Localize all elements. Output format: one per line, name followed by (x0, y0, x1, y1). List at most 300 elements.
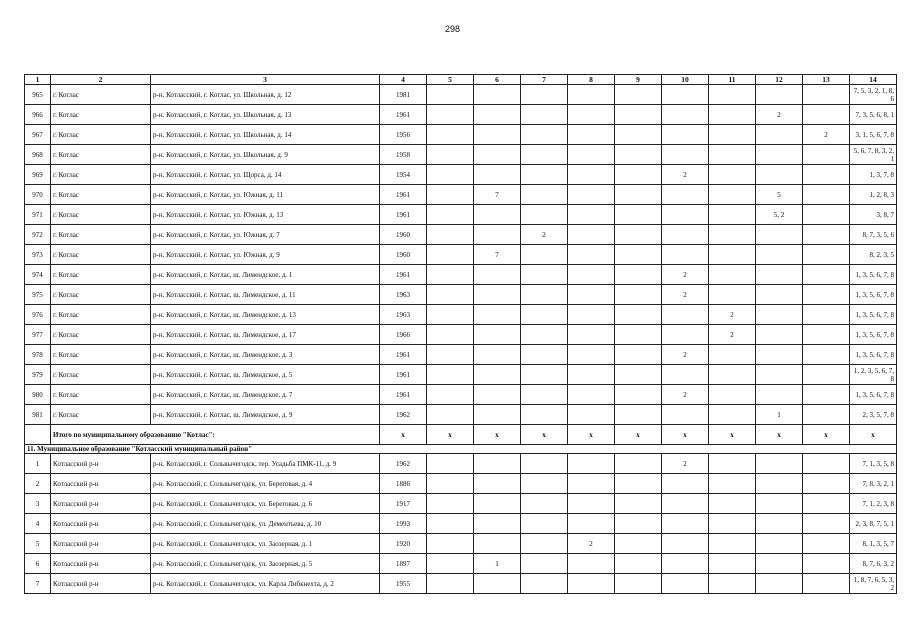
value-cell (662, 325, 709, 345)
value-cell (756, 285, 803, 305)
value-cell (521, 285, 568, 305)
year-cell: 1886 (380, 474, 427, 494)
value-cell (568, 245, 615, 265)
value-cell (803, 574, 850, 594)
value-cell: 2 (521, 225, 568, 245)
value-cell (568, 205, 615, 225)
address-cell: р-н. Котласский, г. Котлас, ш. Лимендское, д. 17 (151, 325, 380, 345)
value-cell (756, 125, 803, 145)
value-cell (521, 85, 568, 105)
value-cell (568, 454, 615, 474)
table-row (25, 165, 897, 185)
value-cell (709, 494, 756, 514)
year-cell: 1960 (380, 225, 427, 245)
value-cell (615, 405, 662, 425)
row-number-cell: 968 (25, 145, 51, 165)
value-cell: 1, 8, 7, 6, 5, 3, 2 (850, 574, 897, 594)
value-cell (427, 125, 474, 145)
column-header: 2 (51, 75, 151, 85)
value-cell: 2 (662, 265, 709, 285)
value-cell: 8, 7, 3, 5, 6 (850, 225, 897, 245)
locality-cell: г. Котлас (51, 265, 151, 285)
value-cell: 5, 6, 7, 8, 3, 2, 1 (850, 145, 897, 165)
value-cell (521, 474, 568, 494)
value-cell: 2 (709, 325, 756, 345)
value-cell (615, 265, 662, 285)
value-cell (427, 474, 474, 494)
value-cell (568, 405, 615, 425)
value-cell (803, 454, 850, 474)
value-cell: 2, 3, 8, 7, 5, 1 (850, 514, 897, 534)
year-cell: 1961 (380, 185, 427, 205)
value-cell (474, 494, 521, 514)
address-cell: р-н. Котласский, г. Котлас, ул. Южная, д. 7 (151, 225, 380, 245)
year-cell: 1954 (380, 165, 427, 185)
value-cell: 2 (662, 285, 709, 305)
value-cell (709, 185, 756, 205)
value-cell (662, 494, 709, 514)
locality-cell: г. Котлас (51, 245, 151, 265)
value-cell: 7, 1, 3, 5, 8 (850, 454, 897, 474)
value-cell (756, 345, 803, 365)
value-cell (521, 325, 568, 345)
value-cell: 5, 2 (756, 205, 803, 225)
address-cell: р-н. Котласский, г. Сольвычегодск, ул. Заозерная, д. 1 (151, 534, 380, 554)
value-cell: 1, 2, 8, 3 (850, 185, 897, 205)
value-cell (756, 245, 803, 265)
year-cell: 1956 (380, 125, 427, 145)
value-cell (803, 494, 850, 514)
value-cell: 1 (474, 554, 521, 574)
value-cell (803, 285, 850, 305)
table-row (25, 454, 897, 474)
value-cell (662, 365, 709, 385)
value-cell (615, 514, 662, 534)
value-cell (521, 125, 568, 145)
value-cell (474, 165, 521, 185)
value-cell (521, 574, 568, 594)
value-cell (427, 185, 474, 205)
value-cell: 1, 3, 7, 8 (850, 165, 897, 185)
total-value-cell: x (380, 425, 427, 445)
row-number-cell: 981 (25, 405, 51, 425)
row-number-cell: 6 (25, 554, 51, 574)
value-cell (521, 145, 568, 165)
value-cell (521, 205, 568, 225)
column-header: 10 (662, 75, 709, 85)
row-number-cell: 1 (25, 454, 51, 474)
value-cell (568, 345, 615, 365)
value-cell (427, 345, 474, 365)
value-cell (568, 265, 615, 285)
value-cell (568, 185, 615, 205)
year-cell: 1961 (380, 265, 427, 285)
value-cell (662, 405, 709, 425)
value-cell (615, 145, 662, 165)
value-cell: 3, 1, 5, 6, 7, 8 (850, 125, 897, 145)
value-cell (427, 165, 474, 185)
address-cell: р-н. Котласский, г. Сольвычегодск, тер. Усадьба ПМК-11, д. 9 (151, 454, 380, 474)
value-cell (709, 245, 756, 265)
value-cell (568, 85, 615, 105)
value-cell (568, 285, 615, 305)
value-cell (427, 225, 474, 245)
table-row (25, 285, 897, 305)
table-row (25, 265, 897, 285)
column-header: 13 (803, 75, 850, 85)
value-cell (803, 325, 850, 345)
value-cell (803, 534, 850, 554)
value-cell (709, 125, 756, 145)
value-cell (709, 265, 756, 285)
row-number-cell: 973 (25, 245, 51, 265)
year-cell: 1963 (380, 305, 427, 325)
table-row (25, 514, 897, 534)
total-value-cell: x (662, 425, 709, 445)
year-cell: 1961 (380, 105, 427, 125)
value-cell (709, 85, 756, 105)
value-cell (521, 494, 568, 514)
address-cell: р-н. Котласский, г. Котлас, ш. Лимендское, д. 9 (151, 405, 380, 425)
value-cell (427, 534, 474, 554)
value-cell (474, 225, 521, 245)
table-row (25, 574, 897, 594)
value-cell: 2 (709, 305, 756, 325)
locality-cell: Котласский р-н (51, 554, 151, 574)
value-cell (803, 554, 850, 574)
value-cell (756, 574, 803, 594)
value-cell: 7, 3, 5, 6, 8, 1 (850, 105, 897, 125)
address-cell: р-н. Котласский, г. Сольвычегодск, ул. Заозерная, д. 5 (151, 554, 380, 574)
value-cell (615, 385, 662, 405)
value-cell (474, 405, 521, 425)
value-cell (568, 165, 615, 185)
housing-register-table (24, 74, 897, 594)
value-cell (615, 245, 662, 265)
address-cell: р-н. Котласский, г. Котлас, ул. Школьная, д. 12 (151, 85, 380, 105)
value-cell (756, 305, 803, 325)
total-value-cell: x (756, 425, 803, 445)
address-cell: р-н. Котласский, г. Котлас, ш. Лимендское, д. 11 (151, 285, 380, 305)
value-cell (474, 125, 521, 145)
year-cell: 1981 (380, 85, 427, 105)
locality-cell: Котласский р-н (51, 514, 151, 534)
locality-cell: г. Котлас (51, 145, 151, 165)
column-header: 14 (850, 75, 897, 85)
column-header: 3 (151, 75, 380, 85)
value-cell (615, 105, 662, 125)
locality-cell: г. Котлас (51, 105, 151, 125)
total-value-cell: x (474, 425, 521, 445)
table-header-row (25, 75, 897, 85)
column-header: 8 (568, 75, 615, 85)
address-cell: р-н. Котласский, г. Котлас, ш. Лимендское, д. 1 (151, 265, 380, 285)
value-cell (756, 385, 803, 405)
value-cell (709, 365, 756, 385)
value-cell (474, 345, 521, 365)
page-number: 298 (444, 24, 461, 34)
value-cell (662, 145, 709, 165)
value-cell (662, 534, 709, 554)
value-cell (803, 165, 850, 185)
locality-cell: г. Котлас (51, 205, 151, 225)
value-cell (803, 514, 850, 534)
section-title: 11. Муниципальное образование "Котласский муниципальный район" (25, 445, 897, 454)
value-cell (615, 474, 662, 494)
total-value-cell: x (850, 425, 897, 445)
column-header: 12 (756, 75, 803, 85)
value-cell: 2 (662, 454, 709, 474)
row-number-cell: 979 (25, 365, 51, 385)
value-cell: 7 (474, 185, 521, 205)
year-cell: 1966 (380, 325, 427, 345)
value-cell (615, 285, 662, 305)
value-cell (756, 165, 803, 185)
column-header: 7 (521, 75, 568, 85)
year-cell: 1961 (380, 205, 427, 225)
year-cell: 1920 (380, 534, 427, 554)
value-cell (568, 305, 615, 325)
locality-cell: Котласский р-н (51, 534, 151, 554)
value-cell (803, 405, 850, 425)
value-cell (662, 574, 709, 594)
value-cell (709, 574, 756, 594)
value-cell (427, 285, 474, 305)
value-cell (615, 494, 662, 514)
value-cell: 2 (662, 165, 709, 185)
locality-cell: г. Котлас (51, 385, 151, 405)
value-cell (427, 305, 474, 325)
row-number-cell: 965 (25, 85, 51, 105)
table-row (25, 85, 897, 105)
value-cell (662, 554, 709, 574)
total-label: Итого по муниципальному образованию "Котлас": (51, 425, 380, 445)
locality-cell: г. Котлас (51, 85, 151, 105)
value-cell (474, 474, 521, 494)
value-cell (756, 265, 803, 285)
value-cell: 8, 2, 3, 5 (850, 245, 897, 265)
year-cell: 1963 (380, 285, 427, 305)
year-cell: 1917 (380, 494, 427, 514)
column-header: 4 (380, 75, 427, 85)
value-cell (803, 345, 850, 365)
value-cell (474, 325, 521, 345)
locality-cell: г. Котлас (51, 165, 151, 185)
locality-cell: г. Котлас (51, 325, 151, 345)
table-row (25, 474, 897, 494)
value-cell (615, 85, 662, 105)
value-cell (568, 105, 615, 125)
value-cell: 2 (756, 105, 803, 125)
value-cell (474, 514, 521, 534)
row-number-cell: 3 (25, 494, 51, 514)
table-row (25, 405, 897, 425)
value-cell (568, 574, 615, 594)
address-cell: р-н. Котласский, г. Котлас, ул. Щорса, д. 14 (151, 165, 380, 185)
value-cell (615, 574, 662, 594)
value-cell (709, 454, 756, 474)
value-cell: 7, 1, 2, 3, 8 (850, 494, 897, 514)
value-cell (756, 85, 803, 105)
value-cell (615, 345, 662, 365)
row-number-cell: 977 (25, 325, 51, 345)
value-cell (474, 454, 521, 474)
address-cell: р-н. Котласский, г. Котлас, ул. Школьная, д. 13 (151, 105, 380, 125)
value-cell (615, 165, 662, 185)
table-row (25, 125, 897, 145)
value-cell (709, 514, 756, 534)
locality-cell: г. Котлас (51, 365, 151, 385)
table-row (25, 345, 897, 365)
value-cell (568, 145, 615, 165)
table-row (25, 185, 897, 205)
value-cell: 7, 8, 3, 2, 1 (850, 474, 897, 494)
column-header: 9 (615, 75, 662, 85)
locality-cell: Котласский р-н (51, 474, 151, 494)
value-cell (474, 534, 521, 554)
value-cell (474, 105, 521, 125)
value-cell (427, 325, 474, 345)
value-cell: 1, 3, 5, 6, 7, 8 (850, 325, 897, 345)
value-cell (662, 305, 709, 325)
year-cell: 1961 (380, 385, 427, 405)
total-value-cell: x (427, 425, 474, 445)
table-row (25, 145, 897, 165)
table-row (25, 325, 897, 345)
table-row (25, 225, 897, 245)
value-cell (427, 85, 474, 105)
value-cell (756, 534, 803, 554)
value-cell (756, 514, 803, 534)
value-cell (427, 494, 474, 514)
year-cell: 1961 (380, 345, 427, 365)
value-cell (756, 225, 803, 245)
value-cell (521, 345, 568, 365)
row-number-cell: 976 (25, 305, 51, 325)
value-cell (756, 554, 803, 574)
row-number-cell: 970 (25, 185, 51, 205)
row-number-cell: 5 (25, 534, 51, 554)
value-cell (803, 145, 850, 165)
address-cell: р-н. Котласский, г. Сольвычегодск, ул. Береговая, д. 4 (151, 474, 380, 494)
value-cell (756, 145, 803, 165)
value-cell (427, 405, 474, 425)
value-cell (521, 554, 568, 574)
value-cell (615, 185, 662, 205)
year-cell: 1960 (380, 245, 427, 265)
value-cell (521, 454, 568, 474)
value-cell: 2 (662, 385, 709, 405)
table-row (25, 494, 897, 514)
value-cell (803, 385, 850, 405)
value-cell (474, 265, 521, 285)
value-cell (474, 85, 521, 105)
value-cell (521, 405, 568, 425)
value-cell (803, 365, 850, 385)
value-cell (756, 474, 803, 494)
value-cell (709, 205, 756, 225)
locality-cell: Котласский р-н (51, 574, 151, 594)
value-cell (568, 514, 615, 534)
value-cell (709, 105, 756, 125)
total-value-cell: x (568, 425, 615, 445)
value-cell: 5 (756, 185, 803, 205)
value-cell (521, 165, 568, 185)
table-row (25, 385, 897, 405)
value-cell (568, 474, 615, 494)
value-cell (427, 385, 474, 405)
address-cell: р-н. Котласский, г. Котлас, ш. Лимендское, д. 13 (151, 305, 380, 325)
value-cell (709, 345, 756, 365)
value-cell (709, 145, 756, 165)
value-cell (427, 454, 474, 474)
value-cell (521, 265, 568, 285)
locality-cell: Котласский р-н (51, 454, 151, 474)
value-cell (615, 454, 662, 474)
table-row (25, 205, 897, 225)
value-cell (662, 474, 709, 494)
value-cell (521, 514, 568, 534)
value-cell (568, 325, 615, 345)
table-row (25, 365, 897, 385)
value-cell (521, 305, 568, 325)
value-cell (803, 105, 850, 125)
value-cell (615, 325, 662, 345)
column-header: 1 (25, 75, 51, 85)
value-cell (427, 554, 474, 574)
value-cell: 1, 3, 5, 6, 7, 8 (850, 265, 897, 285)
value-cell (662, 125, 709, 145)
value-cell (521, 385, 568, 405)
value-cell (521, 245, 568, 265)
value-cell (427, 365, 474, 385)
value-cell (803, 474, 850, 494)
value-cell (427, 514, 474, 534)
value-cell (474, 145, 521, 165)
value-cell (709, 474, 756, 494)
year-cell: 1962 (380, 405, 427, 425)
value-cell (756, 325, 803, 345)
address-cell: р-н. Котласский, г. Котлас, ул. Южная, д. 13 (151, 205, 380, 225)
value-cell (615, 305, 662, 325)
year-cell: 1962 (380, 454, 427, 474)
row-number-cell: 7 (25, 574, 51, 594)
address-cell: р-н. Котласский, г. Котлас, ш. Лимендское, д. 5 (151, 365, 380, 385)
value-cell: 1 (756, 405, 803, 425)
value-cell: 1, 3, 5, 6, 7, 8 (850, 305, 897, 325)
value-cell (474, 574, 521, 594)
value-cell (615, 225, 662, 245)
row-number-cell: 2 (25, 474, 51, 494)
value-cell: 2 (568, 534, 615, 554)
row-number-cell: 975 (25, 285, 51, 305)
row-number-cell: 967 (25, 125, 51, 145)
table-row (25, 245, 897, 265)
value-cell (521, 365, 568, 385)
value-cell (662, 225, 709, 245)
row-number-cell: 971 (25, 205, 51, 225)
value-cell (615, 365, 662, 385)
year-cell: 1955 (380, 574, 427, 594)
row-number-cell: 978 (25, 345, 51, 365)
value-cell: 7, 5, 3, 2, 1, 8, 6 (850, 85, 897, 105)
table-row (25, 554, 897, 574)
value-cell (756, 494, 803, 514)
total-value-cell: x (803, 425, 850, 445)
year-cell: 1961 (380, 365, 427, 385)
value-cell (568, 365, 615, 385)
section-row (25, 445, 897, 454)
